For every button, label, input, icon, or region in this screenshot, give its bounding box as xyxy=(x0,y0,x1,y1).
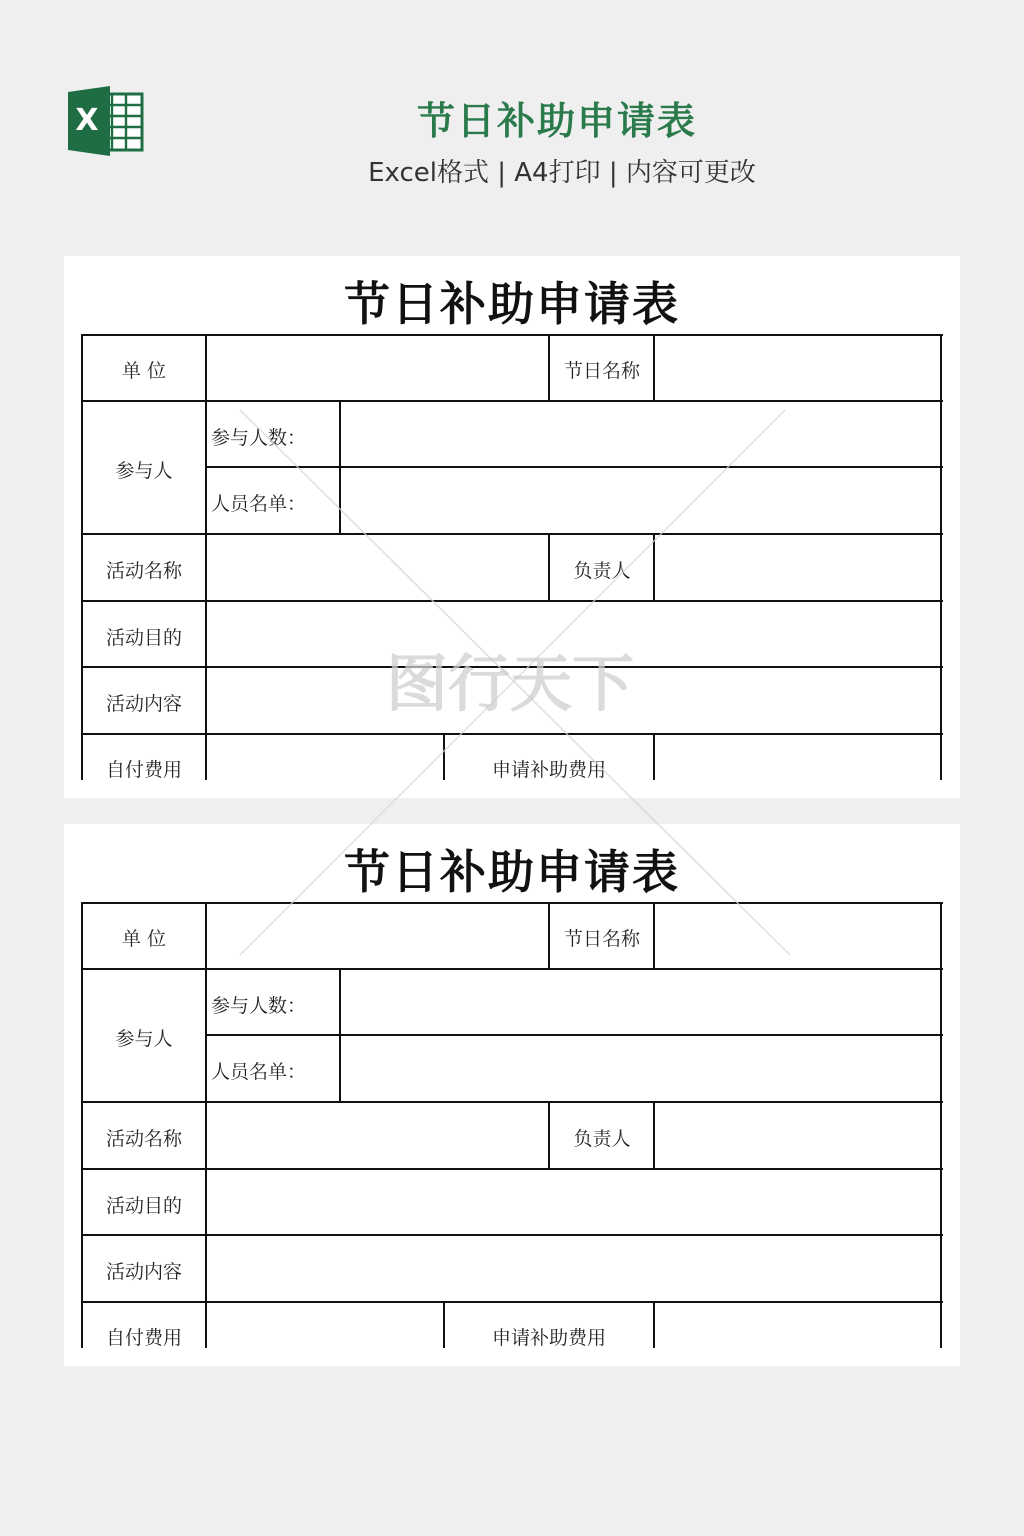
activity-content-label: 活动内容 xyxy=(105,1261,183,1283)
activity-name-label: 活动名称 xyxy=(105,1128,183,1150)
unit-input[interactable] xyxy=(208,337,547,399)
page-subtitle: Excel格式 | A4打印 | 内容可更改 xyxy=(368,158,756,188)
svg-text:X: X xyxy=(75,103,99,138)
self-paid-label: 自付费用 xyxy=(105,759,183,780)
participant-list-label: 人员名单： xyxy=(211,1061,307,1083)
holiday-name-label: 节日名称 xyxy=(563,928,641,950)
form-title: 节日补助申请表 xyxy=(344,845,680,899)
participant-count-label: 参与人数： xyxy=(211,995,307,1017)
form-title: 节日补助申请表 xyxy=(344,277,680,331)
holiday-name-input[interactable] xyxy=(656,337,939,399)
subsidy-requested-label: 申请补助费用 xyxy=(491,1327,607,1348)
form-sheet-1 xyxy=(64,256,960,798)
activity-purpose-label: 活动目的 xyxy=(105,627,183,649)
self-paid-input[interactable] xyxy=(208,736,442,780)
participants-label: 参与人 xyxy=(115,460,173,482)
application-form xyxy=(81,334,943,780)
activity-name-label: 活动名称 xyxy=(105,560,183,582)
participant-list-input[interactable] xyxy=(342,1037,939,1100)
activity-purpose-label: 活动目的 xyxy=(105,1195,183,1217)
holiday-name-input[interactable] xyxy=(656,905,939,967)
activity-name-input[interactable] xyxy=(208,536,547,599)
form-sheet-2 xyxy=(64,824,960,1366)
participant-list-input[interactable] xyxy=(342,469,939,532)
self-paid-input[interactable] xyxy=(208,1304,442,1348)
participant-count-input[interactable] xyxy=(342,971,939,1033)
activity-content-input[interactable] xyxy=(208,1237,939,1300)
participant-count-label: 参与人数： xyxy=(211,427,307,449)
activity-purpose-input[interactable] xyxy=(208,603,939,665)
participant-count-input[interactable] xyxy=(342,403,939,465)
unit-input[interactable] xyxy=(208,905,547,967)
participant-list-label: 人员名单： xyxy=(211,493,307,515)
holiday-name-label: 节日名称 xyxy=(563,360,641,382)
person-in-charge-label: 负责人 xyxy=(573,1128,631,1150)
activity-name-input[interactable] xyxy=(208,1104,547,1167)
activity-purpose-input[interactable] xyxy=(208,1171,939,1233)
application-form xyxy=(81,902,943,1348)
subsidy-requested-label: 申请补助费用 xyxy=(491,759,607,780)
watermark-text: 图行天下 xyxy=(385,647,635,720)
person-in-charge-label: 负责人 xyxy=(573,560,631,582)
subsidy-requested-input[interactable] xyxy=(656,736,939,780)
page-title: 节日补助申请表 xyxy=(416,99,697,143)
unit-label: 单 位 xyxy=(121,360,167,382)
participants-label: 参与人 xyxy=(115,1028,173,1050)
subsidy-requested-input[interactable] xyxy=(656,1304,939,1348)
self-paid-label: 自付费用 xyxy=(105,1327,183,1348)
person-in-charge-input[interactable] xyxy=(656,1104,939,1167)
activity-content-label: 活动内容 xyxy=(105,693,183,715)
person-in-charge-input[interactable] xyxy=(656,536,939,599)
activity-content-input[interactable] xyxy=(208,669,939,732)
unit-label: 单 位 xyxy=(121,928,167,950)
